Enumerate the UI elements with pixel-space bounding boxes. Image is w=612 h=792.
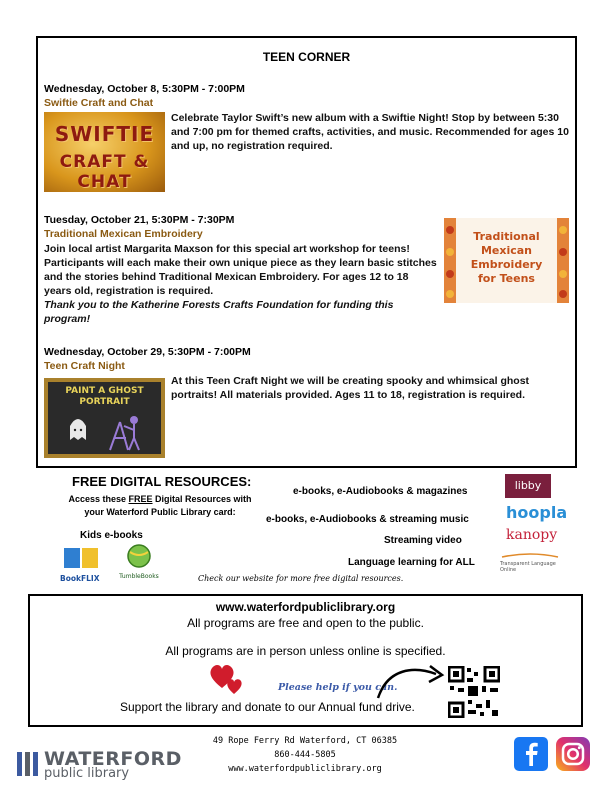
poster-text: CRAFT & CHAT <box>59 152 150 192</box>
hearts-icon <box>208 662 246 696</box>
digital-resources-subtitle <box>60 493 260 519</box>
tumblebooks-logo[interactable] <box>114 543 164 583</box>
book-icon <box>60 546 104 570</box>
poster-text: SWIFTIE <box>54 122 155 146</box>
resource-line: Streaming video <box>384 535 462 546</box>
libby-logo[interactable] <box>505 474 551 498</box>
support-text: Support the library and donate to our Annual fund drive. <box>120 700 415 714</box>
kanopy-logo[interactable]: kanopy <box>506 527 558 543</box>
kids-ebooks-label: Kids e-books <box>80 530 143 541</box>
resource-line: e-books, e-Audiobooks & streaming music <box>266 514 469 525</box>
event-description: Celebrate Taylor Swift’s new album with a Swiftie Night! Stop by between 5:30 and 7:00 pm for themed crafts, activities, and music. Recommended for ages 10 and up, no registration required. <box>171 112 569 152</box>
resource-line: e-books, e-Audiobooks & magazines <box>293 486 468 497</box>
event-description-text: Join local artist Margarita Maxson for this special art workshop for teens! Participants will each make their own unique piece as they learn basic stitches and the stories behind Traditional Mexican Embroidery. For ages 12 to 18 years old, registration is required. <box>44 243 437 297</box>
event-description: At this Teen Craft Night we will be creating spooky and whimsical ghost portraits! All materials provided. Ages 11 to 18, registration is required. <box>171 375 530 401</box>
library-brand-subtitle: public library <box>44 766 130 781</box>
poster-line: PAINT A GHOST <box>65 386 144 396</box>
please-help-text: Please help if you can. <box>278 682 398 693</box>
bookflix-text: BookFLIX <box>60 574 100 583</box>
facebook-icon[interactable] <box>514 737 548 771</box>
swoosh-icon <box>500 553 560 559</box>
footer-contact <box>200 734 410 776</box>
transparent-language-logo[interactable] <box>500 553 560 573</box>
instagram-icon[interactable] <box>556 737 590 771</box>
poster-text <box>444 230 569 286</box>
waterford-logo-icon <box>16 750 40 780</box>
event-date: Tuesday, October 21, 5:30PM - 7:30PM <box>44 214 235 226</box>
event-title: Teen Craft Night <box>44 360 125 372</box>
footer-url[interactable]: www.waterfordpubliclibrary.org <box>228 764 382 774</box>
website-link[interactable]: www.waterfordpubliclibrary.org <box>215 600 396 614</box>
transparent-language-text: Transparent Language Online <box>500 561 556 573</box>
footer-phone: 860-444-5805 <box>274 750 336 760</box>
subtitle-part: Digital Resources with <box>152 494 252 504</box>
poster-line: Mexican <box>480 244 533 257</box>
hoopla-logo[interactable]: hoopla <box>506 503 568 522</box>
subtitle-part: Access these <box>68 494 129 504</box>
swiftie-poster-image <box>44 112 165 192</box>
more-resources-note: Check our website for more free digital resources. <box>198 574 404 583</box>
libby-text: libby <box>514 479 542 492</box>
poster-line: for Teens <box>478 272 535 285</box>
footer-address: 49 Rope Ferry Rd Waterford, CT 06385 <box>212 736 398 746</box>
curved-arrow-icon <box>374 662 446 702</box>
event-thanks-note: Thank you to the Katherine Forests Crafts Foundation for funding this program! <box>44 299 394 325</box>
qr-code-icon[interactable] <box>448 666 500 718</box>
globe-icon <box>114 543 164 569</box>
subtitle-free: FREE <box>128 494 153 504</box>
teen-corner-heading: TEEN CORNER <box>262 50 351 64</box>
subtitle-part: your Waterford Public Library card: <box>84 507 236 517</box>
event-title: Traditional Mexican Embroidery <box>44 228 203 240</box>
free-programs-text: All programs are free and open to the public. <box>187 616 424 630</box>
event-title: Swiftie Craft and Chat <box>44 97 154 109</box>
poster-line: Embroidery <box>470 258 543 271</box>
library-brand-name: WATERFORD <box>44 748 182 770</box>
event-date: Wednesday, October 8, 5:30PM - 7:00PM <box>44 83 245 95</box>
in-person-text: All programs are in person unless online is specified. <box>165 644 446 658</box>
event-date: Wednesday, October 29, 5:30PM - 7:00PM <box>44 346 251 358</box>
info-box <box>28 594 583 727</box>
resource-line: Language learning for ALL <box>348 557 475 568</box>
poster-line: Traditional <box>473 230 540 243</box>
embroidery-poster-image <box>444 218 569 303</box>
ghost-painter-icon <box>48 382 161 454</box>
event-description <box>44 242 438 326</box>
ghost-portrait-poster-image <box>44 378 165 458</box>
poster-line: PORTRAIT <box>79 397 130 407</box>
bookflix-logo[interactable] <box>60 546 104 582</box>
tumblebooks-text: TumbleBooks <box>119 573 159 580</box>
digital-resources-heading: FREE DIGITAL RESOURCES: <box>72 474 252 489</box>
teen-corner-box <box>36 36 577 468</box>
